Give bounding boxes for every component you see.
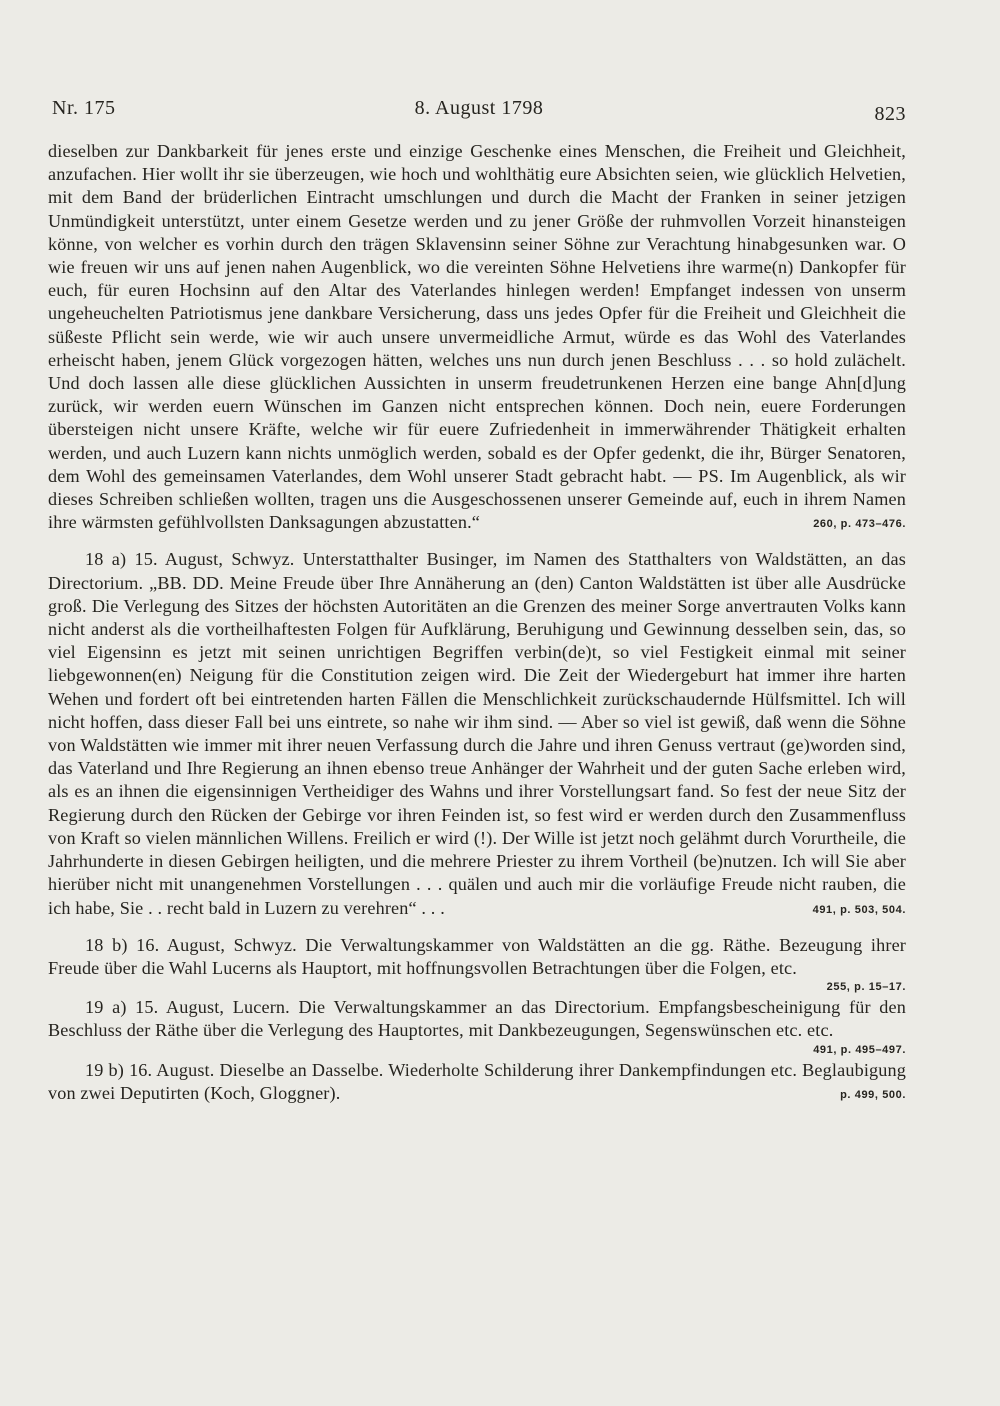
paragraph — [48, 140, 906, 534]
entry-18b — [48, 934, 906, 996]
page-body — [48, 140, 906, 1105]
source-reference: 255, p. 15–17. — [826, 981, 906, 994]
section-gap — [48, 920, 906, 934]
entry-19a — [48, 996, 906, 1058]
paragraph — [48, 548, 906, 919]
page-number: 823 — [874, 103, 906, 125]
paragraph — [48, 1059, 906, 1105]
entry-19b — [48, 1059, 906, 1105]
paragraph-text: 19 b) 16. August. Dieselbe an Dasselbe. Wiederholte Schilderung ihrer Dankempfindungen etc. Beglaubigung von zwei Deputirten (Koch, Gloggner). — [48, 1059, 906, 1103]
document-number: Nr. 175 — [52, 97, 116, 119]
section-gap — [48, 534, 906, 548]
source-reference: p. 499, 500. — [840, 1088, 906, 1101]
paragraph: 18 b) 16. August, Schwyz. Die Verwaltungskammer von Waldstätten an die gg. Räthe. Bezeugung ihrer Freude über die Wahl Lucerns als Hauptort, mit hoffnungsvollen Betrachtungen über die Folgen, etc. — [48, 934, 906, 978]
paragraph-text: 18 a) 15. August, Schwyz. Unterstatthalter Businger, im Namen des Statthalters von Waldstätten, an das Directorium. „BB. DD. Meine Freude über Ihre Annäherung an (den) Canton Waldstätten ist über alle Ausdrücke groß. Die Verlegung des Sitzes der höchsten Autoritäten an die Grenzen des meiner Sorge anvertrauten Volks kann nicht anderst als die vortheilhaftesten Folgen für Aufklärung, Beruhigung und Gewinnung desselben sein, das, so viel Eigensinn es jetzt mit seinen unrichtigen Begriffen verbin(de)t, so viel Festigkeit einmal mit seiner liebgewonnen(en) Neigung für die Constitution zeigen wird. Die Zeit der Wiedergeburt hat immer ihre harten Wehen und fordert oft bei eintretenden harten Fällen die Menschlichkeit zurückschaudernde Hülfsmittel. Ich will nicht hoffen, dass dieser Fall bei uns eintrete, so nahe wir ihm sind. — Aber so viel ist gewiß, daß wenn die Söhne von Waldstätten wie immer mit ihrer neuen Verfassung durch die Jahre und ihren Genuss vertraut (ge)worden sind, das Vaterland und Ihre Regierung an ihnen ebenso treue Anhänger der Wahrheit und der guten Sache erleben wird, als es an ihnen die eigensinnigen Vertheidiger des Wahns und ihrer Vorstellungsart fand. So fest der neue Sitz der Regierung durch den Rücken der Gebirge vor ihren Feinden ist, so fest wird er werden durch den Zusammenfluss von Kraft so vielen männlichen Willens. Freilich er wird (!). Der Wille ist jetzt noch gelähmt durch Vorurtheile, die Jahrhunderte in diesen Gebirgen heiligten, und die mehrere Priester zu ihrem Vortheil (be)nutzen. Ich will Sie aber hierüber nicht mit unangenehmen Vorstellungen . . . quälen und auch mir die vorläufige Freude nicht rauben, die ich habe, Sie . . recht bald in Luzern zu verehren“ . . . — [48, 549, 906, 918]
source-reference: 260, p. 473–476. — [813, 518, 906, 531]
entry-18a — [48, 548, 906, 919]
paragraph-text: dieselben zur Dankbarkeit für jenes erste und einzige Geschenke eines Menschen, die Freiheit und Gleichheit, anzufachen. Hier wollt ihr sie überzeugen, wie hoch und wohlthätig eure Absichten seien, wie glücklich Helvetien, mit dem Band der brüderlichen Eintracht umschlungen und durch die Macht der Franken in seiner jetzigen Unmündigkeit unterstützt, unter einem Gesetze werden und zu jener Größe der ruhmvollen Vorzeit hinansteigen könne, von welcher es vorhin durch den trägen Sklavensinn seiner Söhne zur Verachtung hinabgesunken war. O wie freuen wir uns auf jenen nahen Augenblick, wo die vereinten Söhne Helvetiens ihre warme(n) Dankopfer für euch, für euren Hochsinn auf den Altar des Vaterlandes hinlegen werden! Empfanget indessen von unserm ungeheuchelten Patriotismus jene dankbare Versicherung, dass uns jedes Opfer für die Freiheit und Gleichheit die süßeste Pflicht sein werde, wie wir auch unsere unvermeidliche Armut, würde es das Wohl des Vaterlandes erheischt haben, jenem Glück vorgezogen hätten, welches uns nun durch jenen Beschluss . . . so hold zulächelt. Und doch lassen alle diese glücklichen Aussichten in unserm freudetrunkenen Herzen eine bange Ahn[d]ung zurück, wir werden euern Wünschen im Ganzen nicht entsprechen können. Doch nein, euere Forderungen übersteigen nicht unsere Kräfte, welche wir für euere Zufriedenheit in immerwährender Thätigkeit erhalten werden, und auch Luzern kann nichts unmöglich werden, sobald es der Opfer gedenkt, die ihr, Bürger Senatoren, dem Wohl des gemeinsamen Vaterlandes, dem Wohl unserer Stadt gebracht habt. — PS. Im Augenblick, als wir dieses Schreiben schließen wollten, tragen uns die Ausgeschossenen unserer Gemeinde auf, euch in ihrem Namen ihre wärmsten gefühlvollsten Danksagungen abzustatten.“ — [48, 141, 906, 533]
source-reference: 491, p. 503, 504. — [812, 903, 906, 916]
paragraph: 19 a) 15. August, Lucern. Die Verwaltungskammer an das Directorium. Empfangsbescheinigung für den Beschluss der Räthe über die Verlegung des Hauptortes, mit Dankbezeugungen, Segenswünschen etc. etc. — [48, 997, 906, 1041]
running-header — [52, 97, 906, 127]
source-reference: 491, p. 495–497. — [813, 1043, 906, 1056]
header-date: 8. August 1798 — [414, 97, 544, 119]
